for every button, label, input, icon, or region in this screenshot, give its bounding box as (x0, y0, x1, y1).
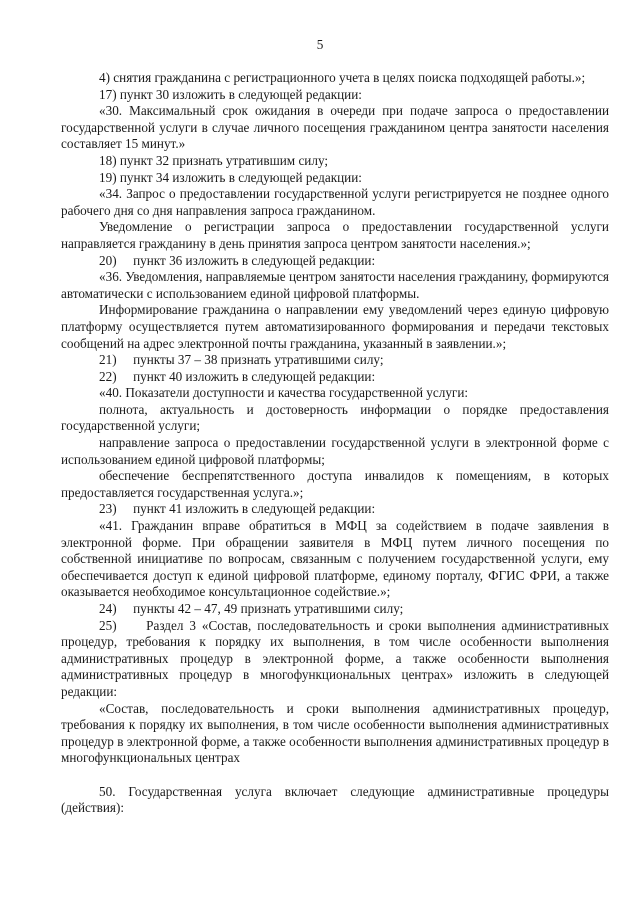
paragraph-clause-34-notice: Уведомление о регистрации запроса о предоставлении государственной услуги направляется гражданину в день принятия запроса центром занятости населения.»; (61, 219, 609, 251)
paragraph-item-17: 17) пункт 30 изложить в следующей редакции: (99, 86, 362, 102)
paragraph-clause-40-electronic: направление запроса о предоставлении государственной услуги в электронной форме с использованием единой цифровой платформы; (61, 435, 609, 467)
paragraph-item-24: 24) пункты 42 – 47, 49 признать утратившими силу; (99, 601, 404, 616)
document-body (61, 70, 609, 817)
paragraph-clause-40-accessibility: обеспечение беспрепятственного доступа инвалидов к помещениям, в которых предоставляется государственная услуга.»; (61, 468, 609, 500)
paragraph-item-25: 25) Раздел 3 «Состав, последовательность и сроки выполнения административных процедур, требования к порядку их выполнения, в том числе особенности выполнения административных процедур в электронной форме, а также особенности выполнения административных процедур в многофункциональных центрах» изложить в следующей редакции: (61, 617, 609, 699)
page-number: 5 (316, 37, 324, 52)
paragraph-clause-34: «34. Запрос о предоставлении государственной услуги регистрируется не позднее одного рабочего дня со дня направления запроса гражданином. (61, 186, 609, 218)
paragraph-clause-30: «30. Максимальный срок ожидания в очереди при подаче запроса о предоставлении государственной услуги в случае личного посещения гражданином центра занятости населения составляет 15 минут.» (61, 103, 609, 152)
paragraph-clause-40: «40. Показатели доступности и качества государственной услуги: (99, 385, 469, 401)
paragraph-item-19: 19) пункт 34 изложить в следующей редакции: (99, 169, 362, 185)
paragraph-clause-41: «41. Гражданин вправе обратиться в МФЦ за содействием в подаче заявления в электронной форме. При обращении заявителя в МФЦ путем личного посещения по собственной инициативе по вопросам, связанным с получением государственной услуги, ему обеспечивается доступ к единой цифровой платформе, единому порталу, ФГИС ФРИ, а также оказывается необходимое консультационное содействие.»; (61, 518, 609, 600)
paragraph-item-18: 18) пункт 32 признать утратившим силу; (99, 152, 329, 168)
paragraph-item-23: 23) пункт 41 изложить в следующей редакции: (99, 501, 376, 517)
paragraph-item-20: 20) пункт 36 изложить в следующей редакции: (99, 252, 376, 268)
paragraph-clause-36: «36. Уведомления, направляемые центром занятости населения гражданину, формируются автоматически с использованием единой цифровой платформы. (61, 269, 609, 301)
paragraph-clause-40-completeness: полнота, актуальность и достоверность информации о порядке предоставления государственной услуги; (61, 401, 609, 434)
paragraph-clause-36-informing: Информирование гражданина о направлении ему уведомлений через единую цифровую платформу осуществляется путем автоматизированного формирования и передачи текстовых сообщений на адрес электронной почты гражданина, указанный в заявлении.»; (61, 302, 609, 351)
paragraph-section-3-title: «Состав, последовательность и сроки выполнения административных процедур, требования к порядку их выполнения, в том числе особенности выполнения административных процедур в электронной форме, а также особенности выполнения административных процедур в многофункциональных центрах (61, 700, 609, 766)
paragraph-item-4-end: 4) снятия гражданина с регистрационного учета в целях поиска подходящей работы.»; (99, 70, 586, 85)
paragraph-item-22: 22) пункт 40 изложить в следующей редакции: (99, 368, 376, 384)
paragraph-item-21: 21) пункты 37 – 38 признать утратившими силу; (99, 352, 384, 368)
paragraph-clause-50: 50. Государственная услуга включает следующие административные процедуры (действия): (61, 783, 609, 816)
